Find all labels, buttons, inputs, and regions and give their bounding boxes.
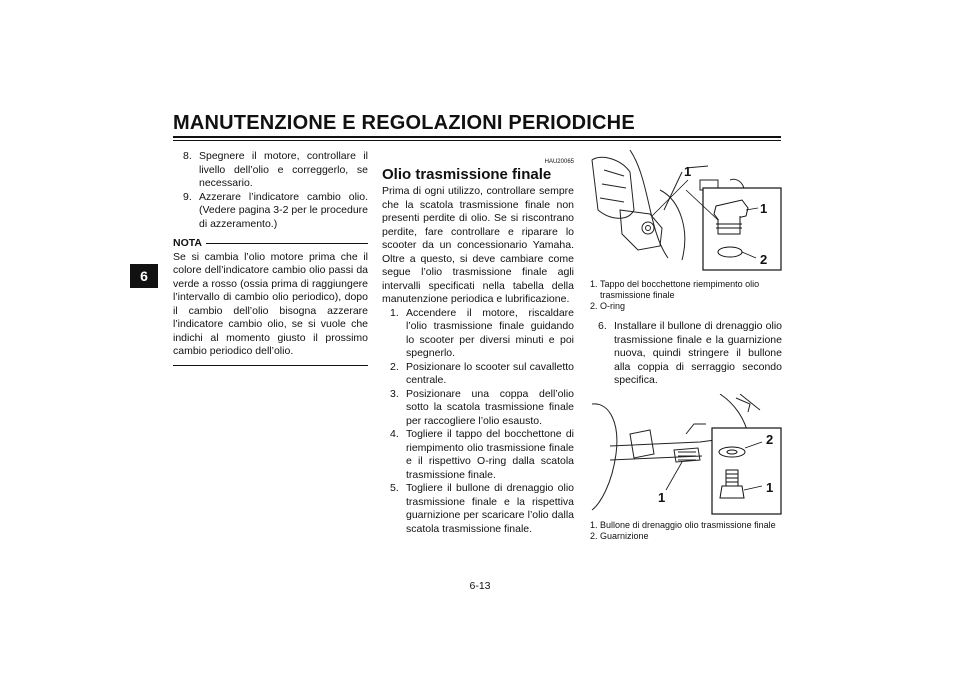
step-number: 8. xyxy=(183,150,192,162)
section-intro: Prima di ogni utilizzo, controllare sempre che la scatola trasmissione finale non presenti perdite di olio. Se si riscontrano perdite, fare controllare e riparare lo scooter da un concessionario Yamaha. Oltre a questo, si deve cambiare come segue l’olio trasmissione finale agli intervalli specificati nella tabella della manutenzione periodica e lubrificazione. xyxy=(382,185,574,305)
filler-cap-illustration xyxy=(590,150,782,275)
step-number: 3. xyxy=(390,387,399,400)
step-number: 2. xyxy=(390,360,399,373)
caption-item xyxy=(590,301,782,312)
chapter-tab: 6 xyxy=(130,264,158,288)
step-text: Posizionare una coppa dell’olio sotto la scatola trasmissione finale per raccogliere l’olio esausto. xyxy=(406,387,574,427)
figure-caption xyxy=(590,279,782,312)
step-text: Togliere il tappo del bocchettone di riempimento olio trasmissione finale e il rispettivo O-ring dalla scatola trasmissione finale. xyxy=(406,428,574,481)
step-item xyxy=(382,361,574,388)
step-number: 5. xyxy=(390,482,399,494)
step-number: 9. xyxy=(183,190,192,203)
column-left xyxy=(173,150,368,366)
column-middle xyxy=(382,158,574,536)
step-item xyxy=(590,320,782,388)
step-text: Spegnere il motore, controllare il livello dell’olio e correggerlo, se necessario. xyxy=(199,150,368,189)
callout-2: 2 xyxy=(760,252,768,267)
caption-text: Guarnizione xyxy=(600,530,649,541)
note-end-rule xyxy=(173,365,368,366)
note-rule xyxy=(206,243,368,244)
section-heading: Olio trasmissione finale xyxy=(382,166,552,183)
caption-number: 1. xyxy=(590,519,598,530)
step-item xyxy=(382,307,574,361)
step-item xyxy=(382,388,574,429)
step-number: 6. xyxy=(598,320,607,332)
caption-number: 2. xyxy=(590,530,598,541)
step-number: 1. xyxy=(390,306,399,319)
figure-caption xyxy=(590,520,782,542)
caption-number: 1. xyxy=(590,279,598,289)
step-item xyxy=(173,191,368,232)
page-title: MANUTENZIONE E REGOLAZIONI PERIODICHE xyxy=(173,112,635,134)
step-text: Posizionare lo scooter sul cavalletto centrale. xyxy=(406,360,574,386)
note-text: Se si cambia l’olio motore prima che il colore dell’indicatore cambio olio passi da verde a rosso (ossia prima di raggiungere l’intervallo di cambio olio periodico), dopo il cambio dell’olio bisogna azzerare l’indicatore cambio olio, se si vuole che indichi al momento giusto il prossimo cambio periodico dell’olio. xyxy=(173,250,368,357)
callout-2: 2 xyxy=(766,431,774,447)
note-label: NOTA xyxy=(173,237,202,249)
step-number: 4. xyxy=(390,428,399,440)
callout-1: 1 xyxy=(766,479,774,495)
callout-1: 1 xyxy=(760,201,768,216)
note-header xyxy=(173,237,368,251)
step-text: Togliere il bullone di drenaggio olio trasmissione finale e la rispettiva guarnizione per scaricare l’olio dalla scatola trasmissione finale. xyxy=(406,482,574,535)
callout-1: 1 xyxy=(684,164,692,179)
caption-number: 2. xyxy=(590,301,598,311)
step-item xyxy=(382,482,574,536)
page-number: 6-13 xyxy=(469,580,491,592)
caption-text: Bullone di drenaggio olio trasmissione finale xyxy=(600,519,776,530)
caption-item xyxy=(590,531,782,542)
column-right xyxy=(590,150,782,542)
step-text: Azzerare l’indicatore cambio olio. (Vedere pagina 3-2 per le procedure di azzeramento.) xyxy=(199,190,368,230)
step-item xyxy=(382,428,574,482)
header-rule-thin xyxy=(173,140,781,141)
caption-item xyxy=(590,279,782,301)
caption-text: Tappo del bocchettone riempimento olio trasmissione finale xyxy=(600,279,760,300)
callout-1: 1 xyxy=(658,489,666,505)
step-text: Installare il bullone di drenaggio olio trasmissione finale e la guarnizione nuova, quindi stringere il bullone alla coppia di serraggio secondo specifica. xyxy=(614,320,782,386)
caption-item xyxy=(590,520,782,531)
header-rule xyxy=(173,136,781,138)
caption-text: O-ring xyxy=(600,301,626,311)
section-code: HAU20065 xyxy=(544,159,574,165)
step-item xyxy=(173,150,368,191)
drain-bolt-illustration xyxy=(590,394,782,516)
step-text: Accendere il motore, riscaldare l’olio trasmissione finale guidando lo scooter per diversi minuti e poi spegnerlo. xyxy=(406,306,574,359)
